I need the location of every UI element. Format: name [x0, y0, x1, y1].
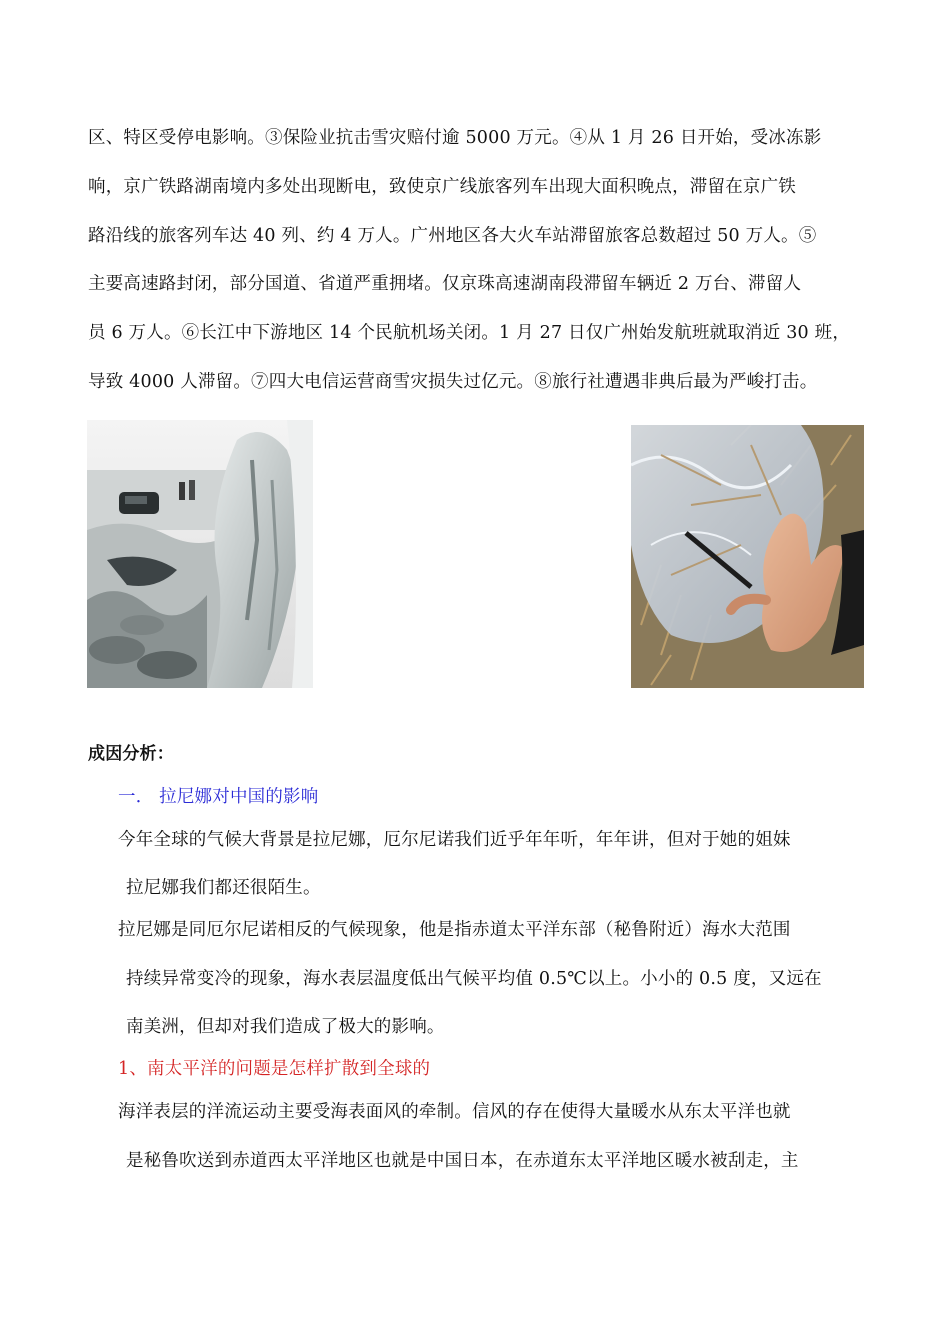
body-text-line: 拉尼娜是同厄尔尼诺相反的气候现象，他是指赤道太平洋东部（秘鲁附近）海水大范围	[118, 920, 791, 940]
hand-on-ice-photo	[631, 425, 864, 688]
body-text-line: 南美洲，但却对我们造成了极大的影响。	[126, 1017, 445, 1037]
body-text-line: 导致 4000 人滞留。⑦四大电信运营商雪灾损失过亿元。⑧旅行社遭遇非典后最为严峻打击。	[88, 372, 818, 392]
ice-storm-road-photo	[87, 420, 313, 688]
body-text-line: 员 6 万人。⑥长江中下游地区 14 个民航机场关闭。1 月 27 日仅广州始发航班就取消近 30 班，	[88, 323, 851, 343]
body-text-line: 区、特区受停电影响。③保险业抗击雪灾赔付逾 5000 万元。④从 1 月 26 日开始，受冰冻影	[88, 128, 822, 148]
section-heading: 成因分析：	[88, 744, 174, 764]
body-text-line: 拉尼娜我们都还很陌生。	[126, 878, 321, 898]
body-text-line: 今年全球的气候大背景是拉尼娜，厄尔尼诺我们近乎年年听，年年讲，但对于她的姐妹	[118, 830, 791, 850]
body-text-line: 路沿线的旅客列车达 40 列、约 4 万人。广州地区各大火车站滞留旅客总数超过 50 万人。⑤	[88, 226, 817, 246]
subsection-heading: 一． 拉尼娜对中国的影响	[118, 787, 319, 807]
body-text-line: 响，京广铁路湖南境内多处出现断电，致使京广线旅客列车出现大面积晚点，滞留在京广铁	[88, 177, 796, 197]
body-text-line: 主要高速路封闭，部分国道、省道严重拥堵。仅京珠高速湖南段滞留车辆近 2 万台、滞留人	[88, 274, 802, 294]
body-text-line: 是秘鲁吹送到赤道西太平洋地区也就是中国日本，在赤道东太平洋地区暖水被刮走，主	[126, 1151, 799, 1171]
body-text-line: 海洋表层的洋流运动主要受海表面风的牵制。信风的存在使得大量暖水从东太平洋也就	[118, 1102, 791, 1122]
body-text-line: 持续异常变冷的现象，海水表层温度低出气候平均值 0.5℃以上。小小的 0.5 度，又远在	[126, 969, 822, 989]
red-subheading: 1、南太平洋的问题是怎样扩散到全球的	[118, 1059, 431, 1079]
